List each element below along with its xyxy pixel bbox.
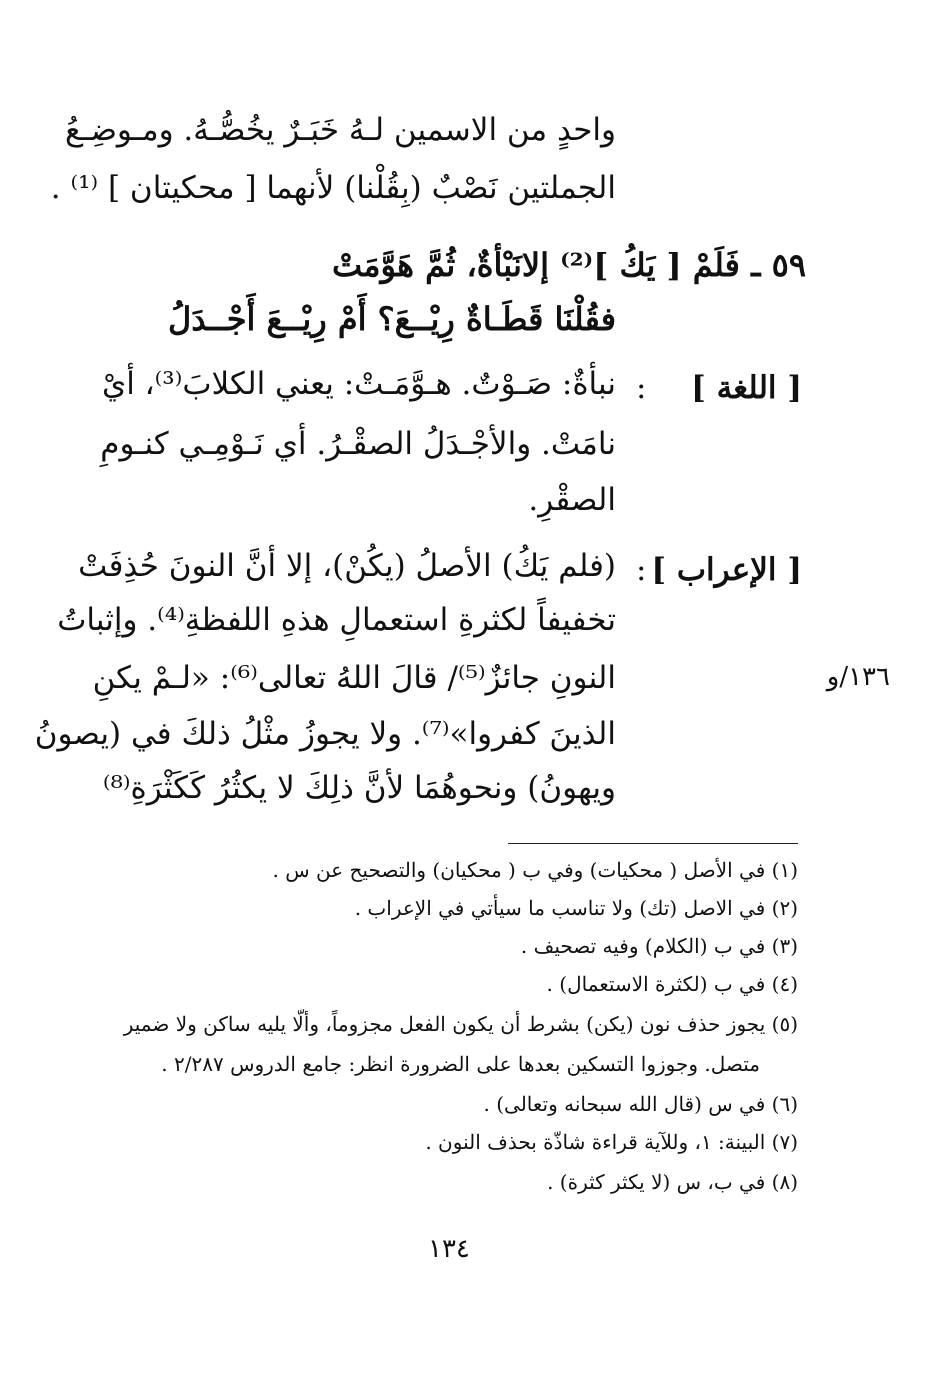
footnote-7: (٧) البينة: ١، وللآية قراءة شاذّة بحذف النون .	[425, 1130, 798, 1154]
irab-colon: :	[636, 552, 647, 588]
irab-line-5: ويهونُ) ونحوهُمَا لأنَّ ذلِكَ لا يكثُرُ كَكَثْرَةِ⁽⁸⁾	[102, 770, 616, 806]
irab-label: [ الإعراب ]	[651, 552, 802, 588]
irab-line-2: تخفيفاً لكثرةِ استعمالِ هذهِ اللفظةِ⁽⁴⁾. وإثباتُ	[57, 602, 616, 638]
footnote-separator	[508, 843, 798, 844]
verse-line-1: ٥٩ ـ فَلَمْ [ يَكُ ]⁽²⁾ إلانَبْأةٌ، ثُمَّ هَوَّمَتْ	[331, 246, 806, 284]
irab-line-1: (فلم يَكُ) الأصلُ (يكُنْ)، إلا أنَّ النونَ حُذِفَتْ	[78, 548, 616, 584]
footnote-1: (١) في الأصل ( محكيات) وفي ب ( محكيان) والتصحيح عن س .	[272, 858, 798, 882]
footnote-5: (٥) يجوز حذف نون (يكن) بشرط أن يكون الفعل مجزوماً، وألّا يليه ساكن ولا ضمير	[123, 1012, 798, 1036]
intro-line-1: واحدٍ من الاسمين لـهُ خَبَـرٌ يخُصُّـهُ. ومـوضِـعُ	[65, 112, 616, 148]
margin-folio-ref: ١٣٦/و	[826, 662, 890, 692]
lugha-label: [ اللغة ]	[691, 370, 802, 406]
footnote-3: (٣) في ب (الكلام) وفيه تصحيف .	[520, 934, 798, 958]
intro-line-2: الجملتين نَصْبٌ (بِقُلْنا) لأنهما [ محكيتان ] ⁽¹⁾ .	[50, 170, 616, 206]
lugha-line-2: نامَتْ. والأجْـدَلُ الصقْـرُ. أي نَـوْمِـي كنـومِ	[100, 426, 616, 462]
lugha-line-3: الصقْرِ.	[528, 482, 616, 518]
lugha-line-1: نبأةٌ: صَـوْتٌ. هـوَّمَـتْ: يعني الكلابَ⁽³⁾، أيْ	[101, 366, 616, 402]
page-number: ١٣٤	[428, 1234, 470, 1264]
footnote-6: (٦) في س (قال الله سبحانه وتعالى) .	[483, 1092, 798, 1116]
footnote-8: (٨) في ب، س (لا يكثر كثرة) .	[547, 1170, 798, 1194]
verse-line-2: فقُلْنَا قَطَـاةٌ رِيْــعَ؟ أَمْ رِيْــعَ أَجْــدَلُ	[167, 300, 616, 338]
footnote-4: (٤) في ب (لكثرة الاستعمال) .	[546, 972, 798, 996]
footnote-2: (٢) في الاصل (تك) ولا تناسب ما سيأتي في الإعراب .	[354, 896, 798, 920]
footnote-5-continued: متصل. وجوزوا التسكين بعدها على الضرورة انظر: جامع الدروس ٢/٢٨٧ .	[161, 1052, 760, 1076]
irab-line-4: الذينَ كفروا»⁽⁷⁾. ولا يجوزُ مثْلُ ذلكَ في (يصونُ	[34, 716, 616, 752]
lugha-colon: :	[636, 370, 647, 406]
irab-line-3: النونِ جائزٌ⁽⁵⁾/ قالَ اللهُ تعالى⁽⁶⁾: «لـمْ يكنِ	[92, 660, 616, 696]
